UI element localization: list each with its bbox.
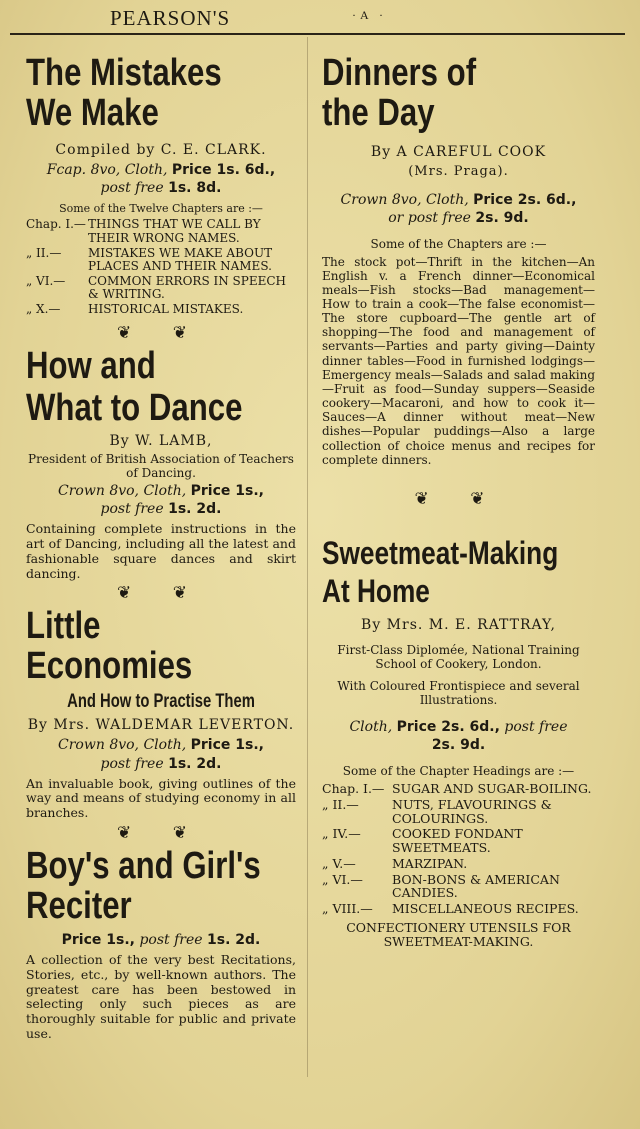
page-header xyxy=(0,4,640,34)
chapter-row xyxy=(26,303,296,318)
price-line xyxy=(322,191,595,227)
illustrations-note: With Coloured Frontispiece and several Illustrations. xyxy=(337,679,580,708)
book-title: Economies xyxy=(26,645,193,688)
book-title: We Make xyxy=(26,92,159,134)
post-free-label: post free xyxy=(100,501,164,518)
chapter-list xyxy=(26,218,296,318)
price: Price 1s. 6d., xyxy=(171,162,276,178)
author: By A CAREFUL COOK xyxy=(370,144,547,160)
chapter-text: HISTORICAL MISTAKES. xyxy=(88,302,244,317)
post-free-label: post free xyxy=(139,931,203,948)
book-title: What to Dance xyxy=(26,386,243,429)
chapter-list xyxy=(322,782,595,918)
chapter-row xyxy=(26,275,296,303)
post-price: 1s. 2d. xyxy=(207,931,261,948)
description: A collection of the very best Recitations, Stories, etc., by well-known authors. The greatest care has been bestowed in selecting only such pieces as are thoroughly suitable for public and private use. xyxy=(26,952,296,1041)
price: Price 1s., xyxy=(190,737,264,754)
chapter-row xyxy=(322,857,595,873)
author: By Mrs. WALDEMAR LEVERTON. xyxy=(27,717,295,734)
chapter-row xyxy=(26,218,296,246)
footer-note: CONFECTIONERY UTENSILS FOR SWEETMEAT-MAKING. xyxy=(346,919,571,950)
book-mistakes xyxy=(26,54,296,343)
format: Crown 8vo, Cloth, xyxy=(58,737,187,754)
header-rule xyxy=(10,33,625,35)
price-line xyxy=(26,931,296,949)
price-line xyxy=(26,482,296,518)
book-title: Little xyxy=(26,605,101,648)
post-price: 2s. 9d. xyxy=(431,736,486,753)
description: The stock pot—Thrift in the kitchen—An English v. a French dinner—Economical meals—Fish stocks—Bad management—How to train a cook—The false economist—The store cupboard—The gentle art of shopping—The food and management of servants—Parties and party giving—Dainty dinner tables—Food in furnished lodgings—Emergency meals—Salads and salad making—Fruit as food—Sunday suppers—Seaside cookery—Macaroni, and how to cook it—Sauces—A dinner without meat—New dishes—Popular puddings—Also a large collection of choice menus and recipes for complete dinners. xyxy=(322,254,595,467)
credentials: First-Class Diplomée, National Training School of Cookery, London. xyxy=(337,642,580,672)
description: Containing complete instructions in the art of Dancing, including all the latest and fashionable square dances and skirt dancing. xyxy=(26,521,296,581)
format: 8vo, xyxy=(90,162,121,178)
price-line xyxy=(26,161,296,197)
chapter-text: MARZIPAN. xyxy=(392,855,468,871)
author-note: (Mrs. Praga). xyxy=(408,164,509,179)
post-price: 1s. 2d. xyxy=(168,755,222,772)
ornament: ❦ ❦ xyxy=(117,583,205,604)
post-price: 2s. 9d. xyxy=(475,210,529,227)
chapter-num: „ VIII.— xyxy=(322,901,373,917)
book-dance xyxy=(26,344,296,604)
chapter-text: MISCELLANEOUS RECIPES. xyxy=(392,901,579,917)
book-title: Reciter xyxy=(26,884,132,927)
chapter-row xyxy=(322,873,595,903)
price-line xyxy=(26,736,296,772)
ornament: ❦ ❦ xyxy=(117,322,205,343)
chapter-num: „ II.— xyxy=(26,245,62,260)
post-free-label: post free xyxy=(504,718,568,735)
book-title: How and xyxy=(26,344,156,387)
post-price: 1s. 2d. xyxy=(168,501,222,518)
price-line xyxy=(322,718,595,754)
post-free-label: post free xyxy=(100,180,164,197)
chapter-text: BON-BONS & AMERICAN CANDIES. xyxy=(392,871,560,901)
post-price: 1s. 8d. xyxy=(168,180,222,197)
author: By W. LAMB, xyxy=(109,432,213,449)
chapter-text: THINGS THAT WE CALL BY THEIR WRONG NAMES. xyxy=(88,217,261,245)
ornament: ❦ ❦ xyxy=(414,488,503,509)
page-mark: ·A · xyxy=(352,8,387,22)
chapters-intro: Some of the Chapters are :— xyxy=(370,237,547,252)
chapters-intro: Some of the Twelve Chapters are :— xyxy=(59,202,263,216)
price: Price 2s. 6d., xyxy=(396,718,500,735)
chapter-row xyxy=(322,782,595,798)
chapter-text: COOKED FONDANT SWEETMEATS. xyxy=(392,826,523,856)
chapter-row xyxy=(322,902,595,918)
book-title: the Day xyxy=(322,92,435,134)
chapter-row xyxy=(322,798,595,828)
chapters-intro: Some of the Chapter Headings are :— xyxy=(342,763,575,778)
column-divider xyxy=(307,37,308,1077)
credentials: President of British Association of Teachers of Dancing. xyxy=(28,451,294,480)
book-title: The Mistakes xyxy=(26,52,222,94)
chapter-text: SUGAR AND SUGAR-BOILING. xyxy=(392,781,592,797)
chapter-text: NUTS, FLAVOURINGS & COLOURINGS. xyxy=(392,796,552,826)
chapter-text: MISTAKES WE MAKE ABOUT PLACES AND THEIR NAMES. xyxy=(88,245,273,273)
book-title: Sweetmeat-Making xyxy=(322,534,559,571)
price: Price 1s., xyxy=(190,482,264,499)
book-title: Boy's and Girl's xyxy=(26,844,261,887)
ornament: ❦ ❦ xyxy=(117,822,205,843)
price: Price 2s. 6d., xyxy=(473,192,577,208)
format: Crown 8vo, Cloth, xyxy=(340,192,469,208)
binding: Cloth, xyxy=(124,162,168,178)
post-free-label: or post free xyxy=(388,210,471,227)
book-title: At Home xyxy=(322,572,430,609)
chapter-num: „ II.— xyxy=(322,796,359,812)
post-free-label: post free xyxy=(100,755,164,772)
author: By Mrs. M. E. RATTRAY, xyxy=(361,616,556,633)
right-column xyxy=(322,54,595,950)
binding: Cloth, xyxy=(349,718,393,735)
chapter-num: „ V.— xyxy=(322,855,356,871)
description: An invaluable book, giving outlines of the way and means of studying economy in all branches. xyxy=(26,775,296,821)
chapter-num: „ VI.— xyxy=(322,871,363,887)
chapter-num: „ X.— xyxy=(26,302,61,317)
subtitle: And How to Practise Them xyxy=(67,691,255,713)
publisher-title: PEARSON'S xyxy=(110,6,231,30)
format: Fcap. xyxy=(46,162,87,178)
chapter-num: „ VI.— xyxy=(26,274,66,289)
format: Crown 8vo, Cloth, xyxy=(58,482,187,499)
chapter-row xyxy=(26,247,296,275)
book-title: Dinners of xyxy=(322,52,477,94)
chapter-num: „ IV.— xyxy=(322,826,361,842)
book-sweetmeat xyxy=(322,534,595,950)
book-reciter xyxy=(26,844,296,1042)
price: Price 1s., xyxy=(61,931,135,948)
book-economies xyxy=(26,607,296,843)
left-column xyxy=(26,54,296,1042)
chapter-row xyxy=(322,827,595,857)
book-dinners xyxy=(322,54,595,509)
chapter-text: COMMON ERRORS IN SPEECH & WRITING. xyxy=(88,274,286,302)
compiler: Compiled by C. E. CLARK. xyxy=(55,142,267,158)
chapter-num: Chap. I.— xyxy=(322,781,385,797)
chapter-num: Chap. I.— xyxy=(26,217,86,232)
